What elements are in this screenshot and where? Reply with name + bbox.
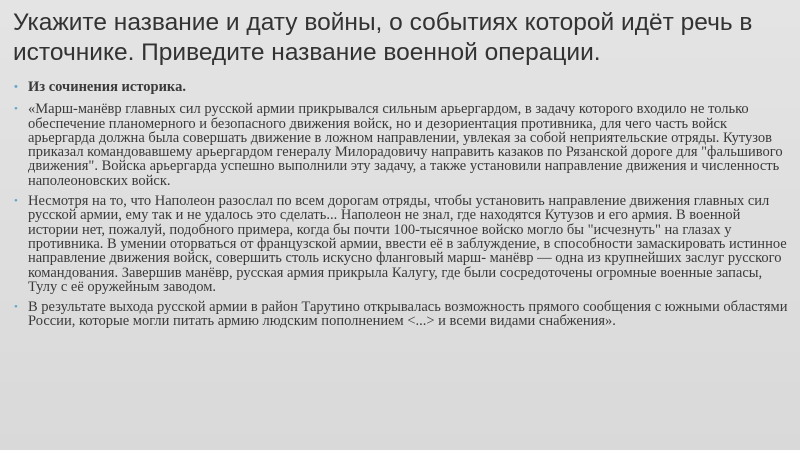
- slide-title: Укажите название и дату войны, о событиях которой идёт речь в источнике. Приведите название военной операции.: [13, 9, 753, 66]
- paragraph-text: «Марш-манёвр главных сил русской армии прикрывался сильным арьергардом, в задачу которого входило не только обеспечение планомерного и безопасного движения войск, но и дезориентация противника, для чего часть войск арьергарда должна была совершать движение в ложном направлении, увлекая за собой неприятельские отряды. Кутузов приказал командовавшему арьергардом генералу Милорадовичу направить казаков по Рязанской дороге для "фальшивого движения". Войска арьергарда успешно выполнили эту задачу, а также установили направление движения и численность наполеоновских войск.: [28, 101, 783, 189]
- bullet-icon: •: [14, 301, 18, 314]
- paragraph: [13, 102, 788, 188]
- bullet-icon: •: [14, 81, 18, 93]
- paragraph-text: В результате выхода русской армии в район Тарутино открывалась возможность прямого сообщения с южными областями России, которые могли питать армию людским пополнением <...> и всеми видами снабжения».: [28, 299, 788, 330]
- bullet-icon: •: [14, 103, 18, 116]
- source-heading: [13, 80, 788, 94]
- slide-content: [13, 80, 788, 335]
- paragraph: [13, 300, 788, 329]
- bullet-icon: •: [14, 195, 18, 208]
- paragraph: [13, 194, 788, 294]
- paragraph-text: Несмотря на то, что Наполеон разослал по всем дорогам отряды, чтобы установить направление движения главных сил русской армии, ему так и не удалось это сделать... Наполеон не знал, где находятся Кутузов и его армия. В военной истории нет, пожалуй, подобного примера, когда бы почти 100-тысячное войско могло бы "исчезнуть" на глазах у противника. В умении оторваться от французской армии, ввести её в заблуждение, в способности замаскировать истинное направление движения войск, совершить столь искусно фланговый марш- манёвр — одна из крупнейших заслуг русского командования. Завершив манёвр, русская армия прикрыла Калугу, где были сосредоточены огромные военные запасы, Тулу с её оружейным заводом.: [28, 193, 787, 295]
- paragraph-text: Из сочинения историка.: [28, 79, 186, 95]
